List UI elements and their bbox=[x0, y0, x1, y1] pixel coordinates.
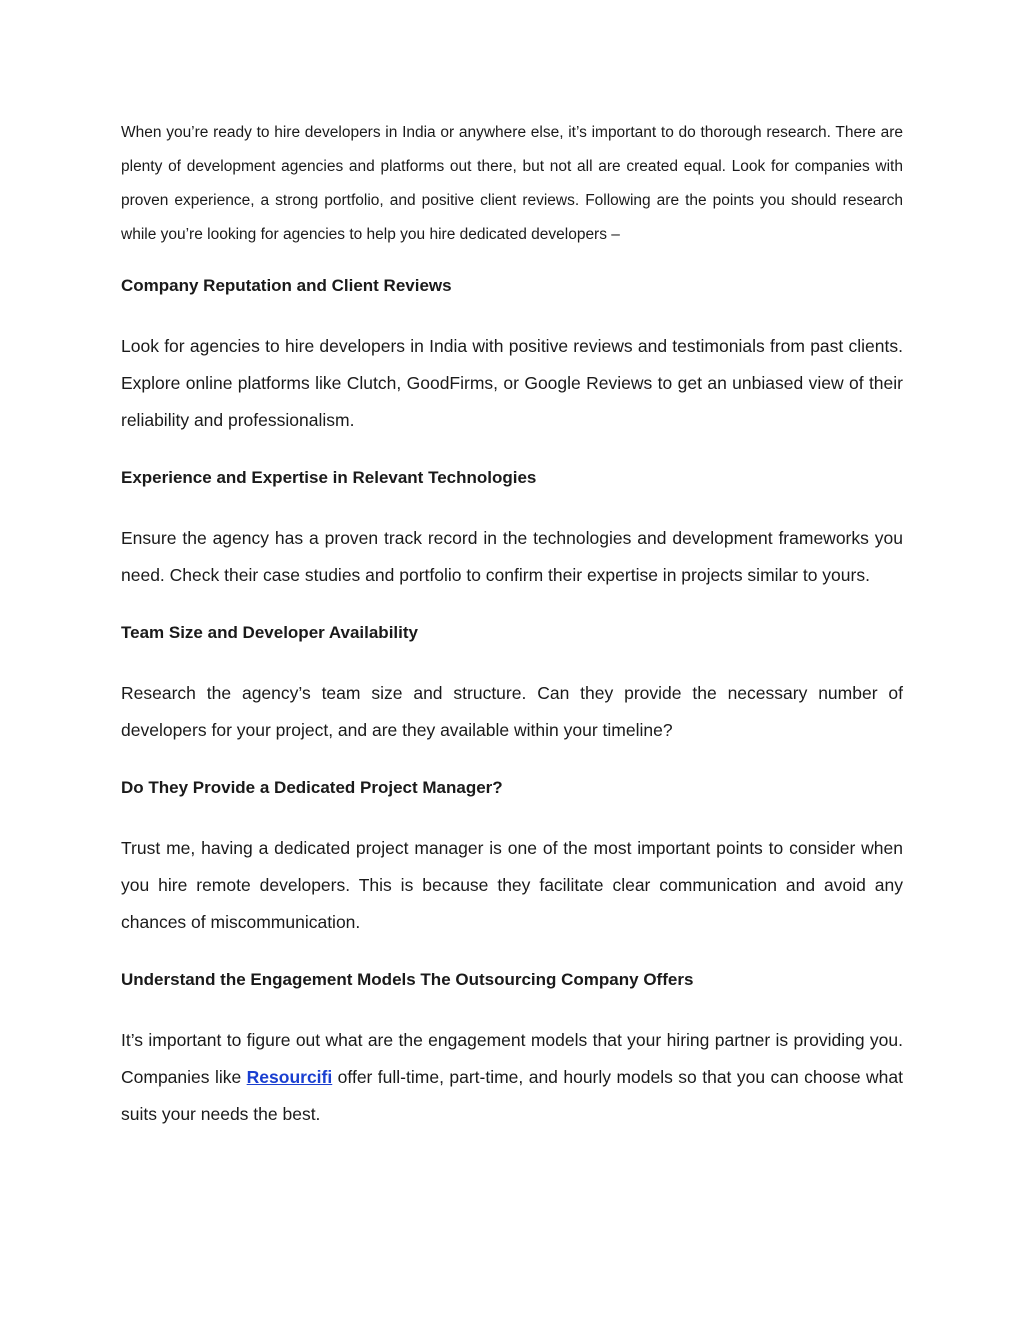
section-body-expertise: Ensure the agency has a proven track record in the technologies and development frameworks you need. Check their case studies and portfolio to confirm their expertise in projects similar to yours. bbox=[121, 528, 903, 585]
section-heading-team-size: Team Size and Developer Availability bbox=[121, 623, 418, 642]
section-heading-reputation: Company Reputation and Client Reviews bbox=[121, 276, 452, 295]
resourcifi-link[interactable]: Resourcifi bbox=[246, 1067, 333, 1087]
section-body-reputation: Look for agencies to hire developers in India with positive reviews and testimonials from past clients. Explore online platforms like Clutch, GoodFirms, or Google Reviews to get an unbiased view of their reliability and professionalism. bbox=[121, 336, 903, 430]
section-heading-project-manager: Do They Provide a Dedicated Project Manager? bbox=[121, 778, 503, 797]
section-body-project-manager: Trust me, having a dedicated project manager is one of the most important points to consider when you hire remote developers. This is because they facilitate clear communication and avoid any chances of miscommunication. bbox=[121, 838, 903, 932]
section-body-engagement-models bbox=[121, 1022, 903, 1133]
engagement-text-after-link: offer full-time, part-time, and hourly models so that you can choose what suits your needs the best. bbox=[121, 1067, 903, 1124]
intro-paragraph: When you’re ready to hire developers in India or anywhere else, it’s important to do thorough research. There are plenty of development agencies and platforms out there, but not all are created equal. Look for companies with proven experience, a strong portfolio, and positive client reviews. Following are the points you should research while you’re looking for agencies to help you hire dedicated developers – bbox=[121, 124, 903, 243]
document-content bbox=[121, 116, 903, 1133]
section-body-team-size: Research the agency’s team size and structure. Can they provide the necessary number of developers for your project, and are they available within your timeline? bbox=[121, 683, 903, 740]
engagement-text-before-link: It’s important to figure out what are the engagement models that your hiring partner is providing you. Companies like bbox=[121, 1030, 903, 1087]
section-heading-expertise: Experience and Expertise in Relevant Technologies bbox=[121, 468, 537, 487]
section-heading-engagement-models: Understand the Engagement Models The Outsourcing Company Offers bbox=[121, 970, 694, 989]
